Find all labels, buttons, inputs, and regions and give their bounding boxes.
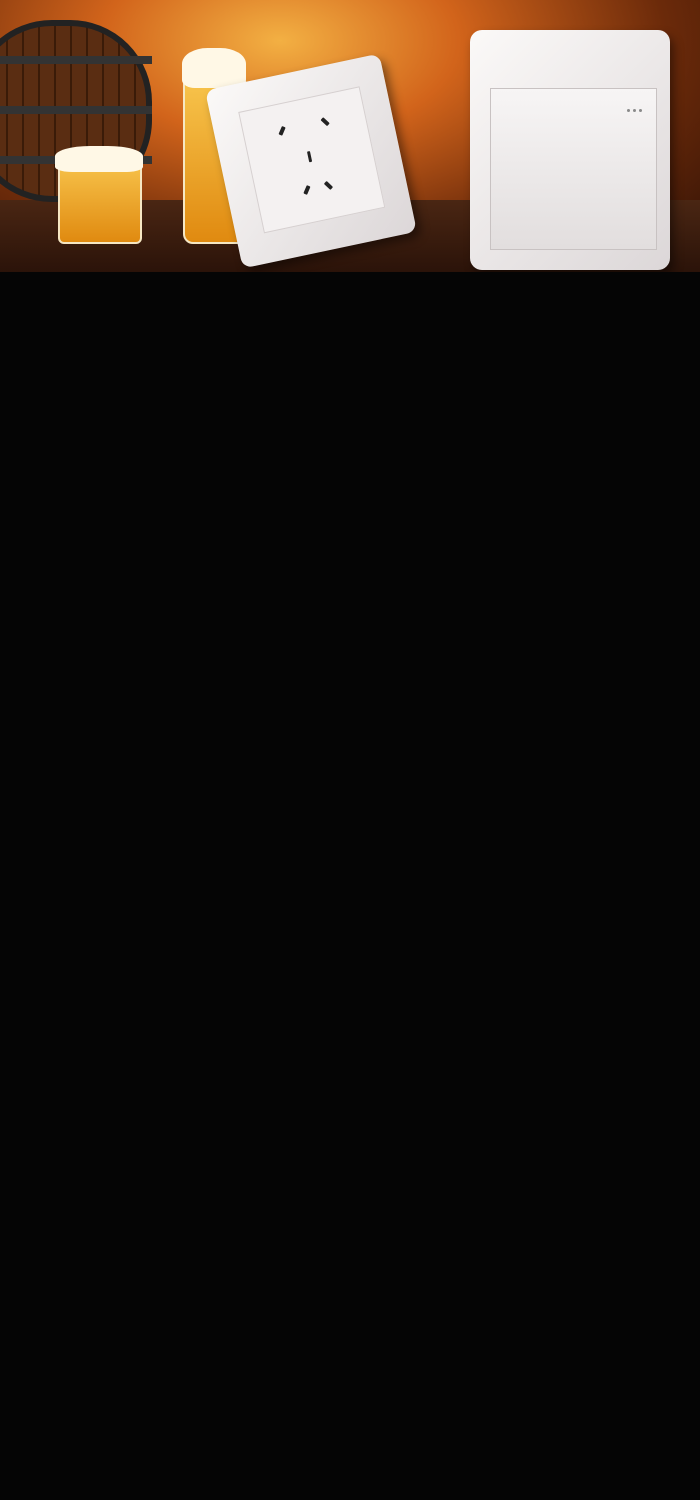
beer-foam [55, 146, 143, 172]
beer-foam-tall [182, 48, 246, 88]
beer-mug-image [58, 160, 142, 244]
socket-panel-image [205, 53, 417, 268]
hero-banner [0, 0, 700, 272]
switch-panel-image [470, 30, 670, 270]
